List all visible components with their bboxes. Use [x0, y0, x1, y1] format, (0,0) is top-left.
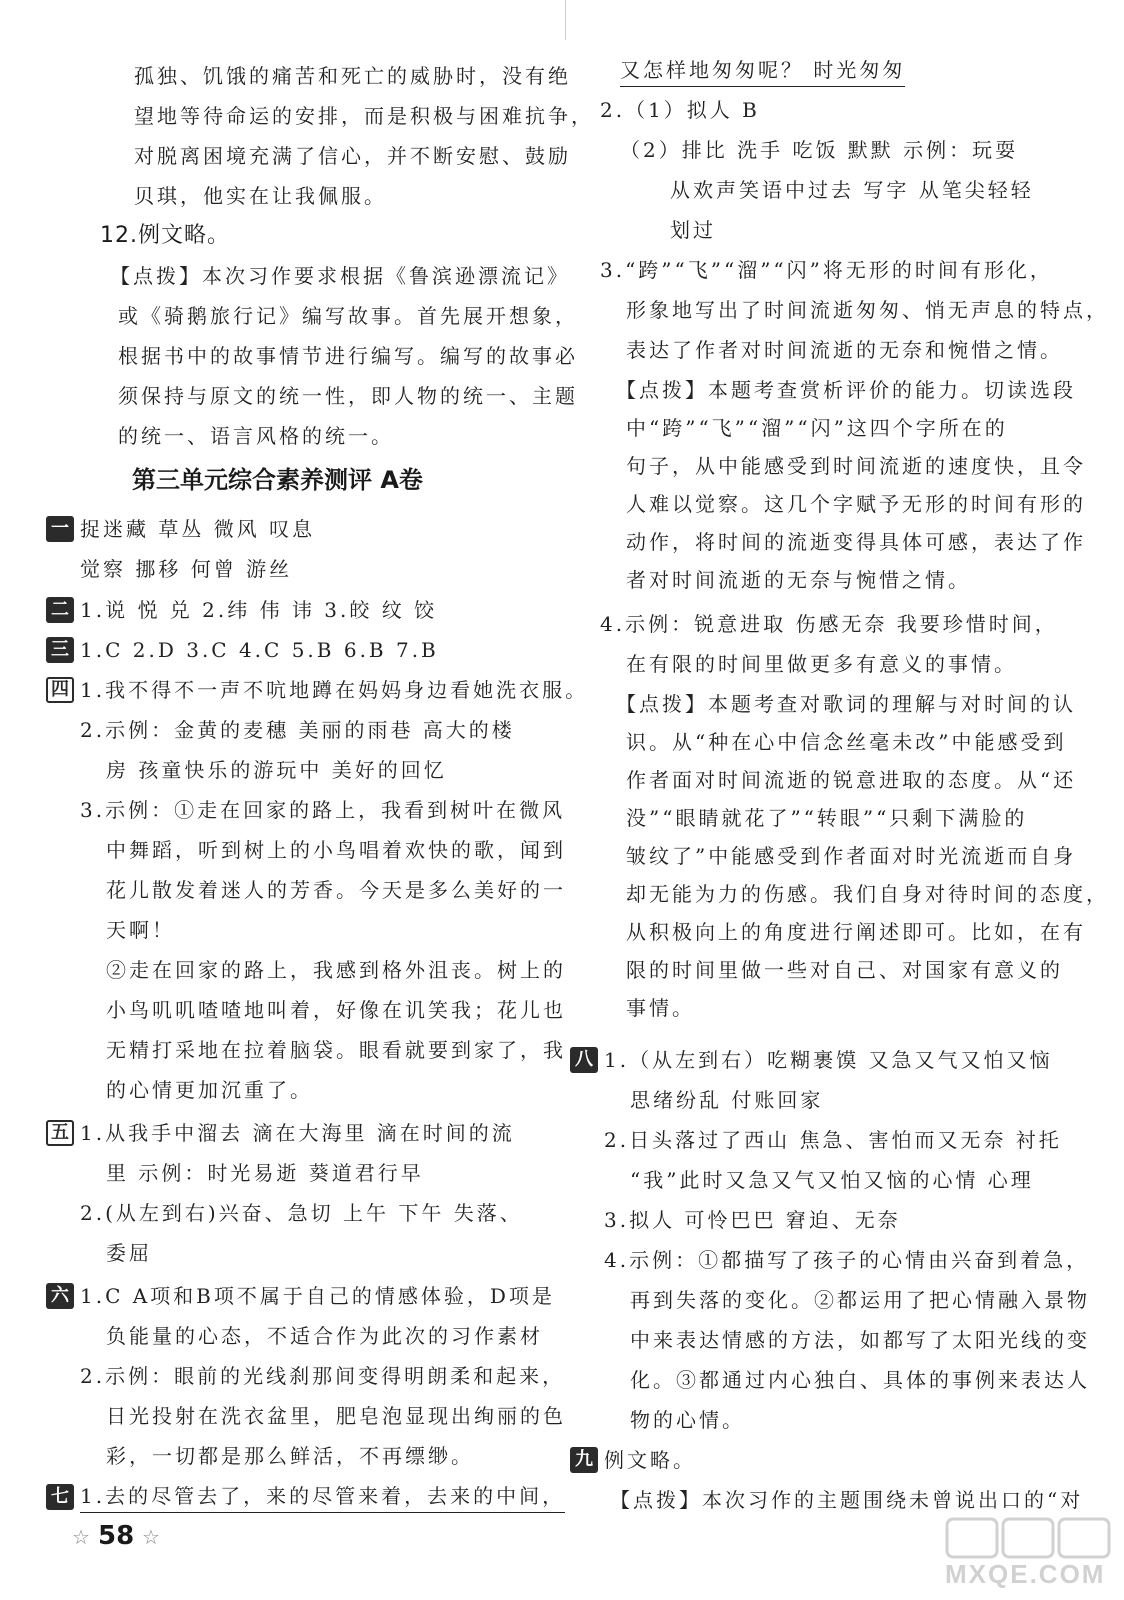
answer-line: 表达了作者对时间流逝的无奈和惋惜之情。 [626, 338, 1063, 362]
section-badge-7: 七 [46, 1484, 74, 1510]
answer-line: 觉察 挪移 何曾 游丝 [80, 557, 293, 581]
answer-line: 1.说 悦 兑 2.纬 伟 讳 3.皎 纹 饺 [80, 598, 438, 622]
answer-line: 1.我不得不一声不吭地蹲在妈妈身边看她洗衣服。 [80, 678, 589, 702]
tip-line: 从积极向上的角度进行阐述即可。比如，在有 [626, 920, 1086, 944]
answer-line: 日光投射在洗衣盆里，肥皂泡显现出绚丽的色 [106, 1404, 566, 1428]
tip-line: 没”“眼睛就花了”“转眼”“只剩下满脸的 [626, 806, 1028, 830]
answer-line: “我”此时又急又气又怕又恼的心情 心理 [630, 1168, 1034, 1192]
tip-line: 【点拨】本题考查赏析评价的能力。切读选段 [616, 378, 1076, 402]
answer-line: 的心情更加沉重了。 [106, 1078, 313, 1102]
answer-line: 孤独、饥饿的痛苦和死亡的威胁时，没有绝 [134, 64, 571, 88]
answer-line: 天啊！ [106, 918, 175, 942]
tip-line: 根据书中的故事情节进行编写。编写的故事必 [118, 344, 578, 368]
section-badge-1: 一 [46, 516, 74, 542]
tip-line: 皱纹了”中能感受到作者面对时光流逝而自身 [626, 844, 1077, 868]
tip-line: 【点拨】本题考查对歌词的理解与对时间的认 [616, 692, 1076, 716]
answer-line: 1.（从左到右）吃糊裹馍 又急又气又怕又恼 [604, 1048, 1053, 1072]
tip-line: 的统一、语言风格的统一。 [118, 424, 394, 448]
answer-line: 中来表达情感的方法，如都写了太阳光线的变 [630, 1328, 1090, 1352]
tip-line: 者对时间流逝的无奈与惋惜之情。 [626, 568, 971, 592]
tip-line: 动作，将时间的流逝变得具体可感，表达了作 [626, 530, 1086, 554]
answer-line: 形象地写出了时间流逝匆匆、悄无声息的特点， [626, 298, 1109, 322]
answer-line: 房 孩童快乐的游玩中 美好的回忆 [106, 758, 447, 782]
q12-answer: 12.例文略。 [100, 223, 230, 248]
answer-line: 委屈 [106, 1241, 152, 1265]
tip-line: 作者面对时间流逝的锐意进取的态度。从“还 [626, 768, 1077, 792]
section-badge-8: 八 [570, 1047, 598, 1073]
answer-line: 捉迷藏 草丛 微风 叹息 [80, 517, 316, 541]
answer-line: 2.(从左到右)兴奋、急切 上午 下午 失落、 [80, 1201, 523, 1225]
answer-line: 小鸟叽叽喳喳地叫着，好像在讥笑我；花儿也 [106, 998, 566, 1022]
tip-line: 人难以觉察。这几个字赋予无形的时间有形的 [626, 492, 1086, 516]
watermark-logo-icon [945, 1515, 1115, 1561]
tip-line: 【点拨】本次习作的主题围绕未曾说出口的“对 [610, 1488, 1084, 1512]
section-badge-9: 九 [570, 1447, 598, 1473]
answer-line: 在有限的时间里做更多有意义的事情。 [626, 652, 1017, 676]
answer-line: 负能量的心态，不适合作为此次的习作素材 [106, 1324, 543, 1348]
tip-line: 却无能为力的伤感。我们自身对待时间的态度， [626, 882, 1109, 906]
section-title: 第三单元综合素养测评 A卷 [132, 466, 423, 494]
tip-line: 句子，从中能感受到时间流逝的速度快，且令 [626, 454, 1086, 478]
answer-line: （2）排比 洗手 吃饭 默默 示例：玩耍 [620, 138, 1019, 162]
answer-line: 3.拟人 可怜巴巴 窘迫、无奈 [604, 1208, 901, 1232]
answer-line: 1.从我手中溜去 滴在大海里 滴在时间的流 [80, 1121, 515, 1145]
answer-line: 花儿散发着迷人的芳香。今天是多么美好的一 [106, 878, 566, 902]
tip-line: 【点拨】本次习作要求根据《鲁滨逊漂流记》 [110, 264, 570, 288]
tip-line: 识。从“种在心中信念丝毫未改”中能感受到 [626, 730, 1067, 754]
section-badge-3: 三 [46, 637, 74, 663]
answer-line: 物的心情。 [630, 1408, 745, 1432]
answer-line: 贝琪，他实在让我佩服。 [134, 184, 387, 208]
answer-line: 望地等待命运的安排，而是积极与困难抗争， [134, 104, 594, 128]
answer-line: 2.日头落过了西山 焦急、害怕而又无奈 衬托 [604, 1128, 1062, 1152]
answer-line: 例文略。 [604, 1448, 696, 1472]
answer-line: 2.示例：眼前的光线刹那间变得明朗柔和起来， [80, 1364, 566, 1388]
tip-line: 中“跨”“飞”“溜”“闪”这四个字所在的 [626, 416, 1008, 440]
tip-line: 事情。 [626, 996, 695, 1020]
answer-line: 1.C 2.D 3.C 4.C 5.B 6.B 7.B [80, 638, 439, 662]
answer-line: 对脱离困境充满了信心，并不断安慰、鼓励 [134, 144, 571, 168]
answer-line: 彩，一切都是那么鲜活，不再缥缈。 [106, 1444, 474, 1468]
answer-line: ②走在回家的路上，我感到格外沮丧。树上的 [106, 958, 566, 982]
answer-line: 无精打采地在拉着脑袋。眼看就要到家了，我 [106, 1038, 566, 1062]
answer-line: 又怎样地匆匆呢？ 时光匆匆 [620, 56, 905, 87]
tip-line: 须保持与原文的统一性，即人物的统一、主题 [118, 384, 578, 408]
answer-line: 4.示例：锐意进取 伤感无奈 我要珍惜时间， [600, 612, 1058, 636]
watermark [945, 1515, 1115, 1595]
answer-line: 里 示例：时光易逝 葵道君行早 [106, 1161, 424, 1185]
column-divider [565, 0, 566, 40]
section-badge-2: 二 [46, 597, 74, 623]
page-number: 58 [98, 1521, 135, 1551]
answer-line: 1.去的尽管去了，来的尽管来着，去来的中间， [80, 1482, 565, 1513]
answer-line: 4.示例：①都描写了孩子的心情由兴奋到着急， [604, 1248, 1090, 1272]
watermark-text: MXQE.COM [945, 1559, 1106, 1589]
answer-line: 中舞蹈，听到树上的小鸟唱着欢快的歌，闻到 [106, 838, 566, 862]
section-badge-5: 五 [46, 1120, 74, 1146]
answer-line: 3.“跨”“飞”“溜”“闪”将无形的时间有形化， [600, 258, 1053, 282]
star-icon: ☆ [142, 1525, 160, 1549]
section-badge-4: 四 [46, 677, 74, 703]
answer-line: 划过 [670, 218, 716, 242]
answer-line: 2.示例：金黄的麦穗 美丽的雨巷 高大的楼 [80, 718, 515, 742]
section-badge-6: 六 [46, 1283, 74, 1309]
tip-line: 或《骑鹅旅行记》编写故事。首先展开想象， [118, 304, 578, 328]
answer-line: 1.C A项和B项不属于自己的情感体验，D项是 [80, 1284, 555, 1308]
answer-line: 3.示例：①走在回家的路上，我看到树叶在微风 [80, 798, 566, 822]
answer-line: 从欢声笑语中过去 写字 从笔尖轻轻 [670, 178, 1034, 202]
answer-line: 2.（1）拟人 B [600, 98, 760, 122]
star-icon: ☆ [72, 1525, 90, 1549]
answer-line: 再到失落的变化。②都运用了把心情融入景物 [630, 1288, 1090, 1312]
answer-line: 化。③都通过内心独白、具体的事例来表达人 [630, 1368, 1090, 1392]
answer-line: 思绪纷乱 付账回家 [630, 1088, 824, 1112]
tip-line: 限的时间里做一些对自己、对国家有意义的 [626, 958, 1063, 982]
